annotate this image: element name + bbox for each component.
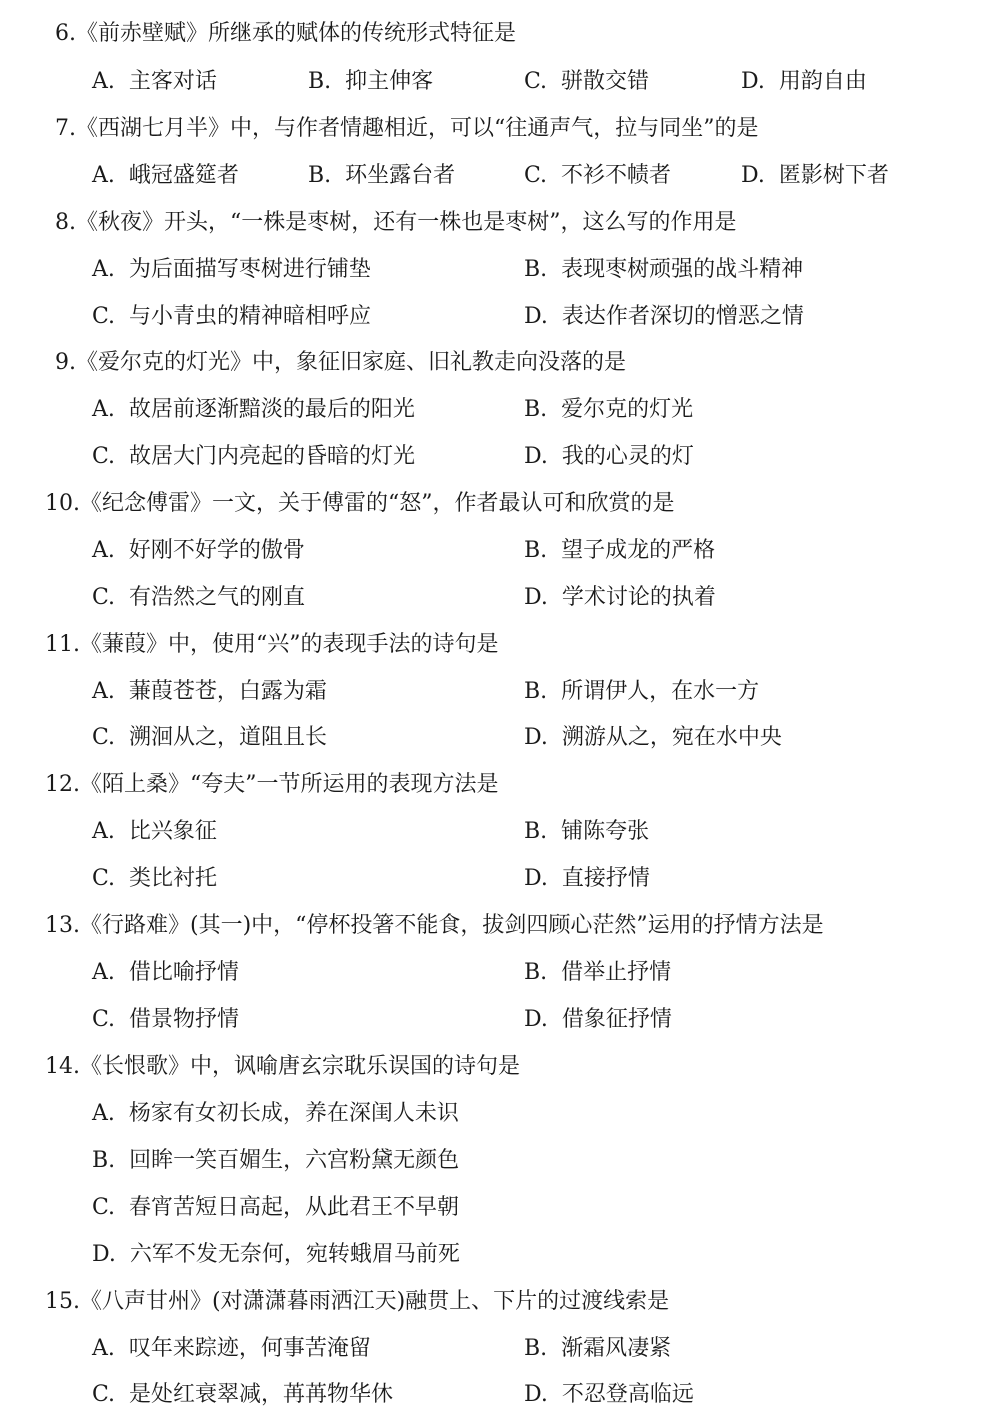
option-letter: A. [92,538,115,563]
option-letter: A. [92,69,115,94]
option-letter: A. [92,819,115,844]
option-d [524,442,694,472]
option-letter: B. [308,163,332,188]
option-text: 学术讨论的执着 [561,585,716,610]
question-number: 15. [45,1289,80,1314]
option-b [308,161,455,191]
option-b [308,67,433,97]
question-text: 《八声甘州》(对潇潇暮雨洒江天)融贯上、下片的过渡线索是 [80,1289,670,1314]
option-letter: C. [92,304,116,329]
option-text: 借比喻抒情 [128,960,239,985]
option-letter: C. [524,69,548,94]
option-text: 有浩然之气的刚直 [129,585,306,610]
question-text: 《前赤壁赋》所继承的赋体的传统形式特征是 [76,21,517,46]
option-letter: A. [92,257,115,282]
option-c [92,1193,459,1223]
option-d [524,1380,694,1410]
option-d [524,864,650,894]
option-text: 渐霜风凄紧 [561,1336,672,1361]
option-letter: B. [308,69,332,94]
option-b [524,395,693,425]
option-text: 主客对话 [128,69,217,94]
option-a [92,67,217,97]
option-text: 春宵苦短日高起，从此君王不早朝 [129,1195,460,1220]
question-number: 8. [55,210,76,235]
option-letter: C. [92,866,116,891]
option-text: 表达作者深切的憎恶之情 [561,304,804,329]
option-letter: B. [524,257,548,282]
option-letter: A. [92,1336,115,1361]
option-text: 借举止抒情 [561,960,672,985]
question-8-stem [55,208,737,238]
option-letter: D. [741,69,765,94]
option-text: 铺陈夸张 [561,819,650,844]
question-number: 11. [45,632,80,657]
option-d [524,302,804,332]
option-text: 不忍登高临远 [561,1382,694,1407]
question-14-stem [45,1052,520,1082]
option-text: 匿影树下者 [778,163,889,188]
option-a [92,1099,459,1129]
option-text: 为后面描写枣树进行铺垫 [128,257,371,282]
option-d [524,583,716,613]
option-a [92,536,305,566]
option-text: 骈散交错 [561,69,650,94]
option-text: 六军不发无奈何，宛转蛾眉马前死 [129,1242,460,1267]
option-letter: C. [92,1195,116,1220]
question-11-stem [45,630,499,660]
option-b [524,817,649,847]
question-number: 10. [45,491,80,516]
option-text: 故居大门内亮起的昏暗的灯光 [129,444,416,469]
question-10-stem [45,489,675,519]
option-c [92,723,327,753]
option-text: 类比衬托 [129,866,218,891]
option-letter: A. [92,163,115,188]
question-text: 《蒹葭》中，使用“兴”的表现手法的诗句是 [80,632,499,657]
option-c [92,1380,393,1410]
option-letter: B. [524,397,548,422]
option-text: 抑主伸客 [345,69,434,94]
option-a [92,677,327,707]
option-b [524,958,671,988]
option-letter: B. [524,960,548,985]
option-text: 蒹葭苍苍，白露为霜 [128,679,327,704]
option-d [92,1240,460,1270]
option-c [92,302,371,332]
option-d [741,161,889,191]
option-c [92,583,305,613]
option-text: 不衫不帻者 [561,163,672,188]
question-6-stem [55,19,516,49]
option-c [524,161,671,191]
option-b [524,536,715,566]
question-12-stem [45,770,499,800]
option-d [741,67,867,97]
option-d [524,1005,672,1035]
question-text: 《行路难》(其一)中，“停杯投箸不能食，拔剑四顾心茫然”运用的抒情方法是 [80,913,824,938]
option-text: 好刚不好学的傲骨 [128,538,305,563]
option-c [524,67,649,97]
option-letter: C. [92,444,116,469]
option-letter: D. [524,725,548,750]
question-number: 12. [45,772,80,797]
option-b [524,677,759,707]
option-text: 回眸一笑百媚生，六宫粉黛无颜色 [129,1148,460,1173]
option-text: 用韵自由 [778,69,867,94]
option-c [92,864,217,894]
option-text: 比兴象征 [128,819,217,844]
question-9-stem [55,348,626,378]
option-letter: B. [524,679,548,704]
option-letter: D. [524,304,548,329]
question-text: 《爱尔克的灯光》中，象征旧家庭、旧礼教走向没落的是 [76,350,627,375]
option-letter: D. [524,585,548,610]
option-letter: A. [92,679,115,704]
option-letter: A. [92,397,115,422]
question-number: 13. [45,913,80,938]
option-letter: D. [741,163,765,188]
option-b [524,1334,671,1364]
question-7-stem [55,114,759,144]
option-text: 是处红衰翠减，苒苒物华休 [129,1382,394,1407]
question-number: 9. [55,350,76,375]
option-text: 表现枣树顽强的战斗精神 [561,257,804,282]
option-letter: A. [92,960,115,985]
question-text: 《长恨歌》中，讽喻唐玄宗耽乐误国的诗句是 [80,1054,521,1079]
question-number: 6. [55,21,76,46]
option-text: 爱尔克的灯光 [561,397,694,422]
question-number: 7. [55,116,76,141]
option-b [524,255,803,285]
option-letter: D. [524,1007,548,1032]
option-c [92,1005,239,1035]
option-text: 与小青虫的精神暗相呼应 [129,304,372,329]
question-13-stem [45,911,824,941]
option-letter: C. [92,725,116,750]
option-letter: D. [92,1242,116,1267]
option-a [92,255,371,285]
option-text: 直接抒情 [561,866,650,891]
option-letter: D. [524,444,548,469]
option-text: 叹年来踪迹，何事苦淹留 [128,1336,371,1361]
option-text: 环坐露台者 [345,163,456,188]
question-text: 《纪念傅雷》一文，关于傅雷的“怒”，作者最认可和欣赏的是 [80,491,675,516]
option-letter: B. [92,1148,116,1173]
option-text: 我的心灵的灯 [561,444,694,469]
option-a [92,161,239,191]
question-text: 《陌上桑》“夸夫”一节所运用的表现方法是 [80,772,499,797]
option-letter: C. [92,1007,116,1032]
option-text: 溯洄从之，道阻且长 [129,725,328,750]
option-d [524,723,782,753]
question-number: 14. [45,1054,80,1079]
option-c [92,442,415,472]
option-text: 所谓伊人，在水一方 [561,679,760,704]
option-letter: C. [92,585,116,610]
option-letter: A. [92,1101,115,1126]
option-letter: C. [92,1382,116,1407]
option-text: 借象征抒情 [561,1007,672,1032]
question-text: 《秋夜》开头，“一株是枣树，还有一株也是枣树”，这么写的作用是 [76,210,737,235]
option-a [92,1334,371,1364]
option-letter: D. [524,1382,548,1407]
option-text: 杨家有女初长成，养在深闺人未识 [128,1101,459,1126]
option-a [92,395,415,425]
option-letter: D. [524,866,548,891]
option-a [92,817,217,847]
option-letter: B. [524,538,548,563]
option-text: 溯游从之，宛在水中央 [561,725,782,750]
option-a [92,958,239,988]
option-b [92,1146,459,1176]
option-text: 借景物抒情 [129,1007,240,1032]
option-text: 峨冠盛筵者 [128,163,239,188]
option-letter: C. [524,163,548,188]
option-text: 望子成龙的严格 [561,538,716,563]
option-letter: B. [524,819,548,844]
question-text: 《西湖七月半》中，与作者情趣相近，可以“往通声气，拉与同坐”的是 [76,116,759,141]
question-15-stem [45,1287,669,1317]
option-text: 故居前逐渐黯淡的最后的阳光 [128,397,415,422]
option-letter: B. [524,1336,548,1361]
